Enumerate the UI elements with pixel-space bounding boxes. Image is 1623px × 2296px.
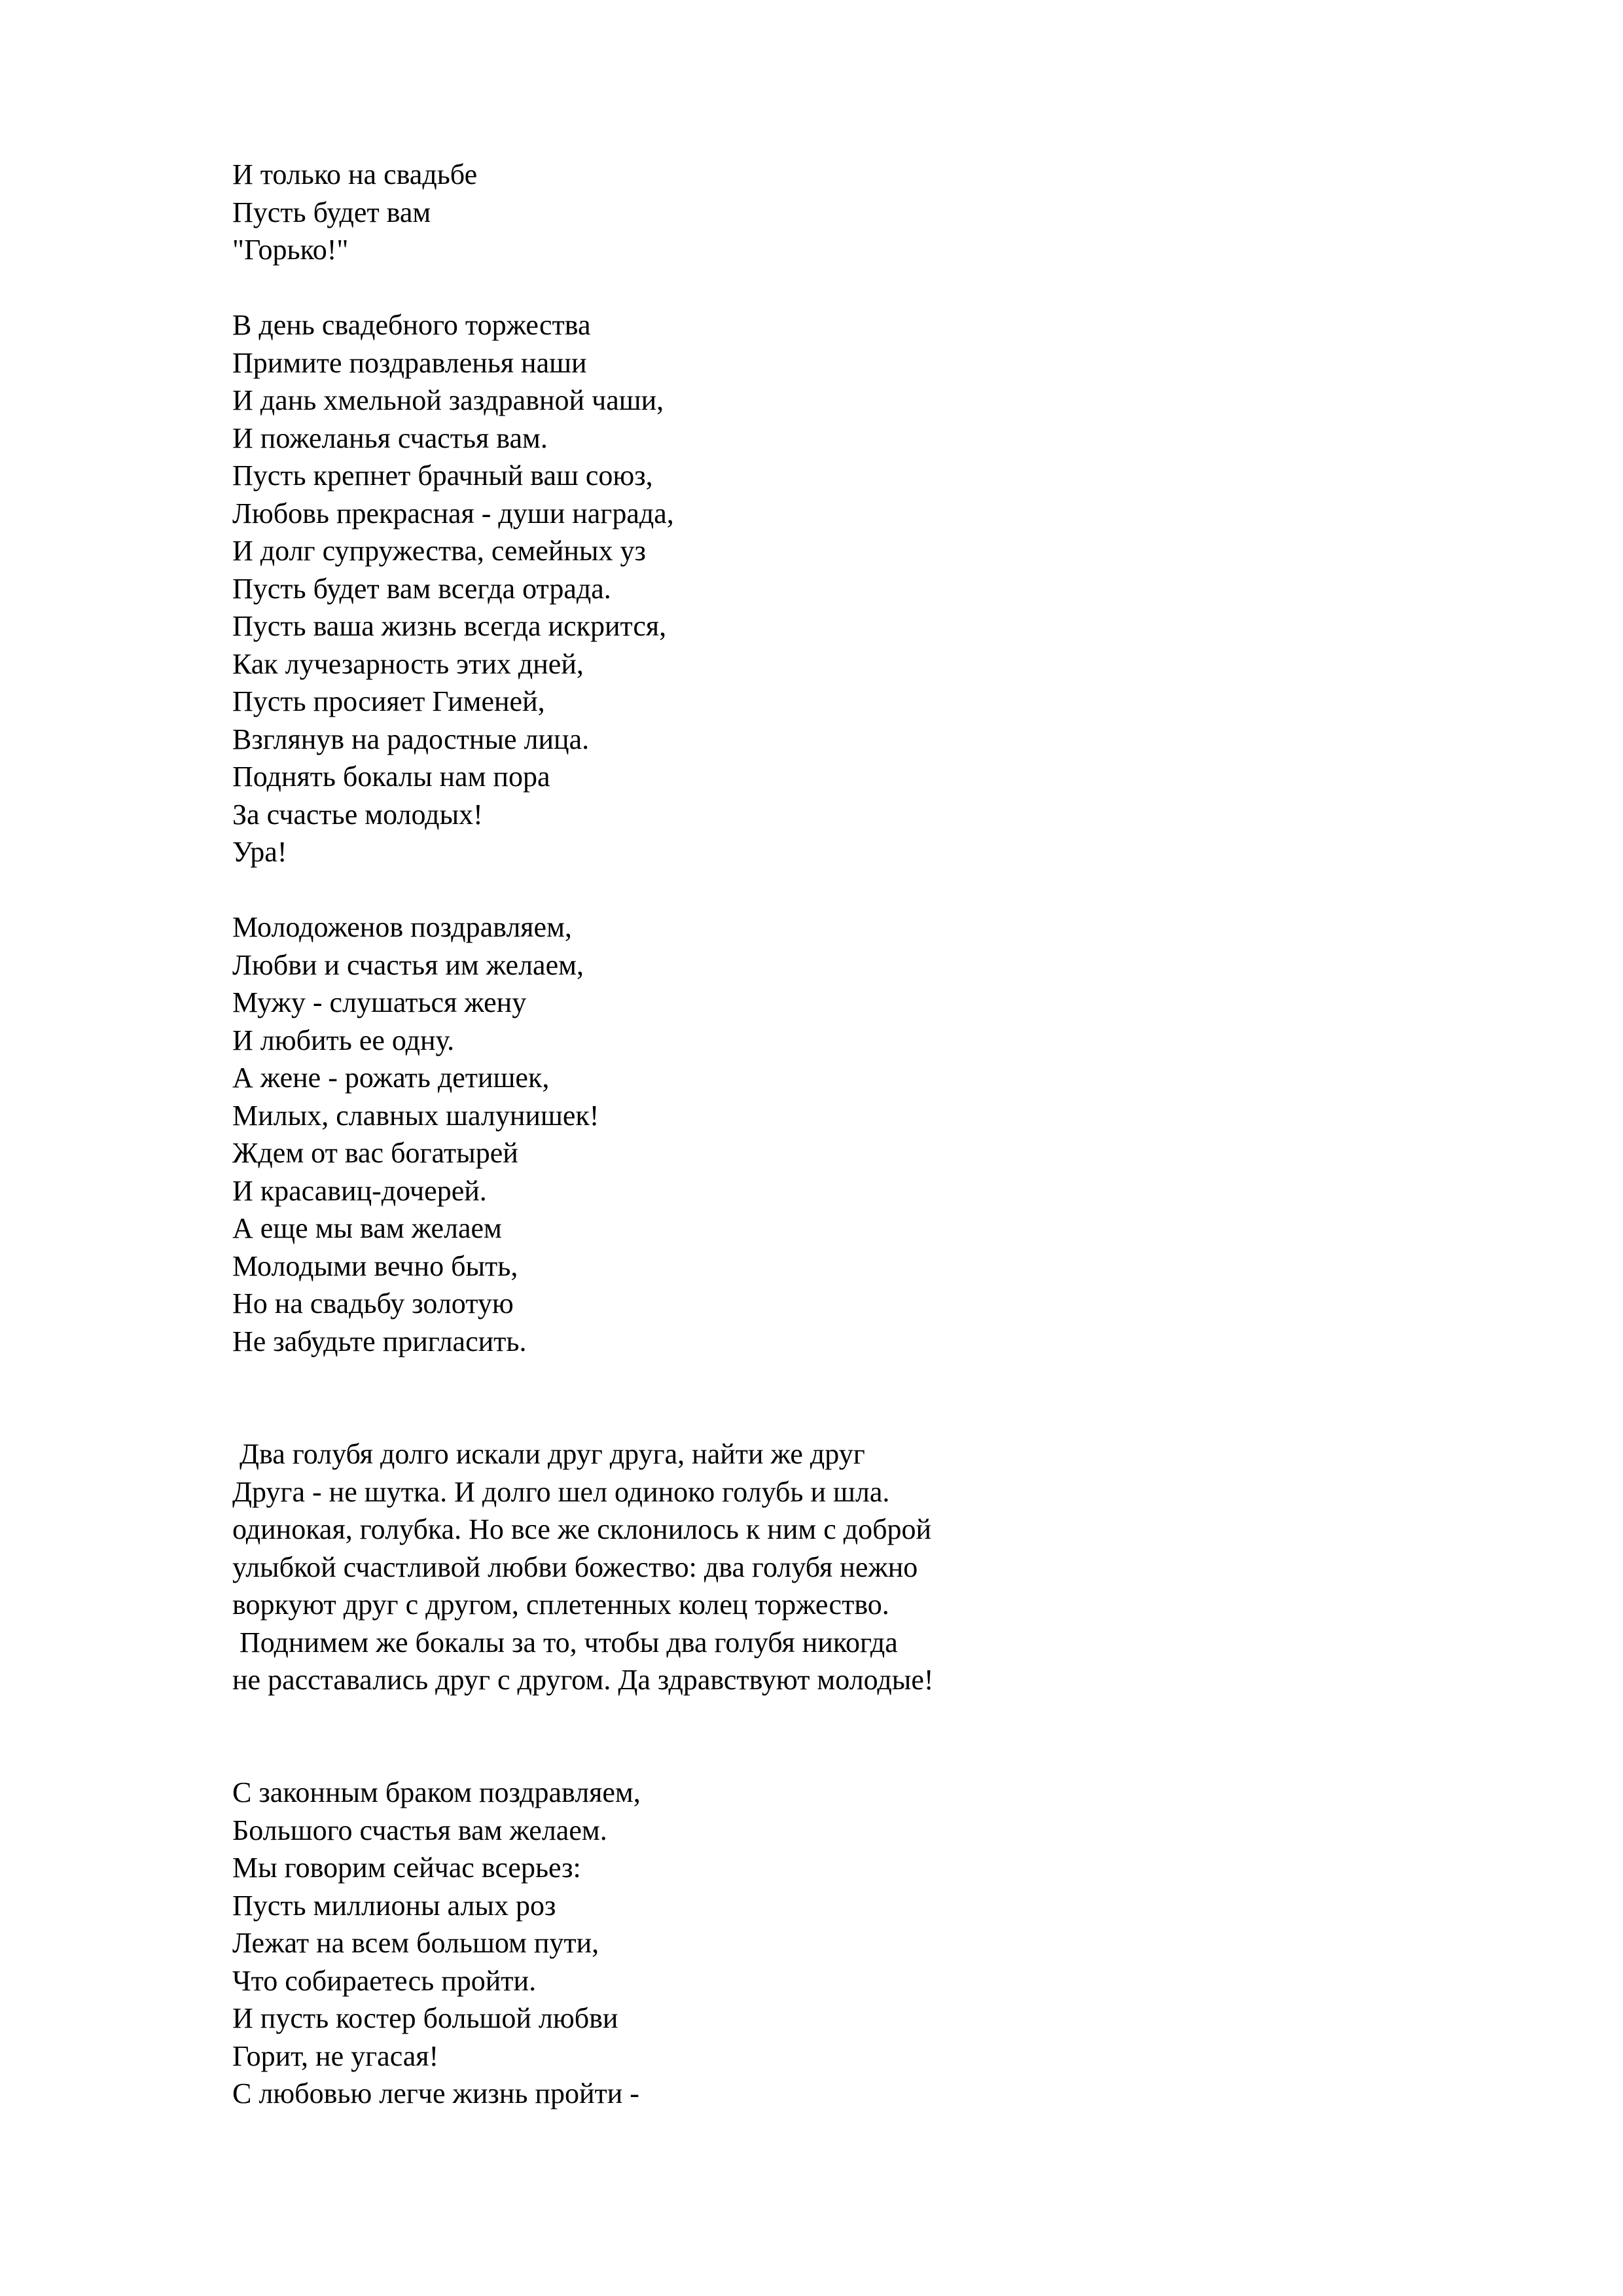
text-line: Пусть миллионы алых роз xyxy=(232,1889,556,1922)
text-line: В день свадебного торжества xyxy=(232,309,591,341)
text-line: И дань хмельной заздравной чаши, xyxy=(232,384,664,416)
text-line: Взглянув на радостные лица. xyxy=(232,723,590,755)
text-line: Пусть крепнет брачный ваш союз, xyxy=(232,459,653,492)
text-line: И любить ее одну. xyxy=(232,1024,455,1056)
text-line: Большого счастья вам желаем. xyxy=(232,1814,607,1846)
text-line: И пожеланья счастья вам. xyxy=(232,422,548,454)
text-line: Ура! xyxy=(232,836,287,868)
text-line: И долг супружества, семейных уз xyxy=(232,535,646,567)
text-line: Но на свадьбу золотую xyxy=(232,1287,514,1319)
text-line: воркуют друг с другом, сплетенных колец торжество. xyxy=(232,1588,889,1621)
text-line: Примите поздравленья наши xyxy=(232,346,587,379)
text-line: Лежат на всем большом пути, xyxy=(232,1927,599,1959)
text-line: А жене - рожать детишек, xyxy=(232,1062,550,1094)
text-line: И красавиц-дочерей. xyxy=(232,1174,487,1207)
text-line: не расставались друг с другом. Да здравствуют молодые! xyxy=(232,1664,934,1696)
prose-toast xyxy=(232,1435,1476,1699)
text-line: Поднимем же бокалы за то, чтобы два голубя никогда xyxy=(232,1626,898,1659)
text-line: Мужу - слушаться жену xyxy=(232,986,527,1018)
text-line: Поднять бокалы нам пора xyxy=(232,761,550,793)
text-line: Милых, славных шалунишек! xyxy=(232,1099,599,1132)
text-line: Пусть будет вам xyxy=(232,196,431,228)
stanza-1 xyxy=(232,156,1476,269)
stanza-5 xyxy=(232,1774,1476,2113)
stanza-3 xyxy=(232,908,1476,1360)
text-line: А еще мы вам желаем xyxy=(232,1212,502,1244)
text-line: За счастье молодых! xyxy=(232,798,483,831)
text-line: Любви и счастья им желаем, xyxy=(232,948,584,981)
text-line: И пусть костер большой любви xyxy=(232,2002,618,2034)
text-line: С любовью легче жизнь пройти - xyxy=(232,2077,639,2109)
text-line: Друга - не шутка. И долго шел одиноко голубь и шла. xyxy=(232,1475,890,1508)
text-line: Пусть будет вам всегда отрада. xyxy=(232,572,611,605)
text-line: Молодоженов поздравляем, xyxy=(232,911,572,943)
text-line: И только на свадьбе xyxy=(232,158,478,190)
text-line: Горит, не угасая! xyxy=(232,2039,439,2072)
text-line: Ждем от вас богатырей xyxy=(232,1137,518,1169)
text-line: Пусть ваша жизнь всегда искрится, xyxy=(232,610,667,642)
text-line: одинокая, голубка. Но все же склонилось к ним с доброй xyxy=(232,1513,932,1545)
text-line: Мы говорим сейчас всерьез: xyxy=(232,1852,581,1884)
text-line: С законным браком поздравляем, xyxy=(232,1776,641,1808)
text-line: Пусть просияет Гименей, xyxy=(232,685,545,717)
text-line: Молодыми вечно быть, xyxy=(232,1249,518,1282)
text-line: Что собираетесь пройти. xyxy=(232,1964,537,1997)
stanza-2 xyxy=(232,306,1476,871)
text-line: Как лучезарность этих дней, xyxy=(232,647,584,680)
text-line: улыбкой счастливой любви божество: два голубя нежно xyxy=(232,1551,918,1583)
text-line: Два голубя долго искали друг друга, найти же друг xyxy=(232,1438,865,1470)
text-line: Любовь прекрасная - души награда, xyxy=(232,497,674,529)
text-line: Не забудьте пригласить. xyxy=(232,1325,527,1357)
text-line: "Горько!" xyxy=(232,234,349,266)
